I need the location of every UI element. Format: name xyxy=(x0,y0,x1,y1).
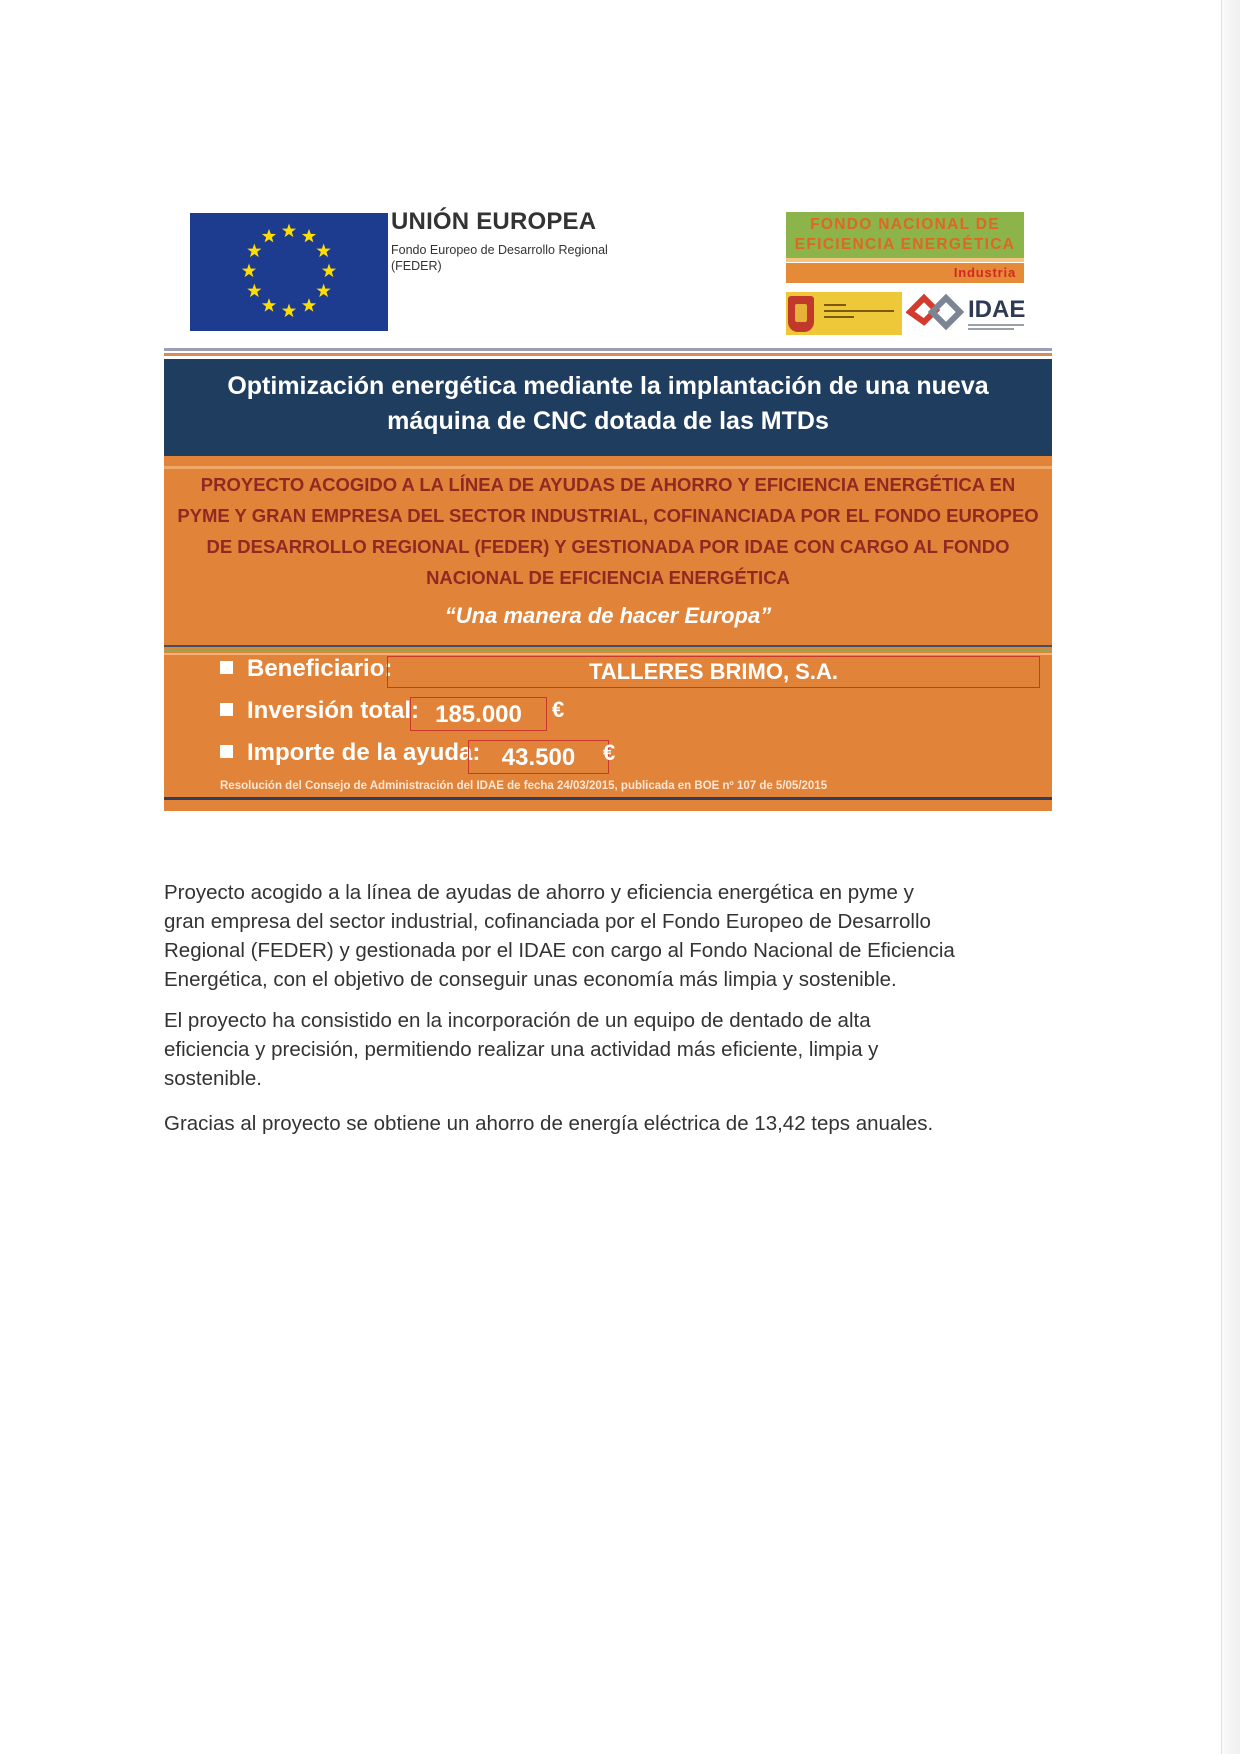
paragraph-2-line1: El proyecto ha consistido en la incorporación de un equipo de dentado de alta xyxy=(164,1009,871,1032)
investment-label-row xyxy=(220,697,419,725)
beneficiary-value: TALLERES BRIMO, S.A. xyxy=(387,656,1040,688)
eu-star-icon xyxy=(302,229,316,243)
idae-logo-icon xyxy=(906,292,964,332)
eu-star-icon xyxy=(317,244,331,258)
eu-star-icon xyxy=(242,264,256,278)
paragraph-2-line3: sostenible. xyxy=(164,1067,263,1090)
eu-star-icon xyxy=(322,264,336,278)
paragraph-1-line3: Regional (FEDER) y gestionada por el IDAE con cargo al Fondo Nacional de Eficiencia xyxy=(164,939,955,962)
banner-title-line1: Optimización energética mediante la implantación de una nueva xyxy=(227,372,989,400)
banner-top-stripes xyxy=(164,348,1052,358)
resolution-text: Resolución del Consejo de Administración del IDAE de fecha 24/03/2015, publicada en BOE nº 107 de 5/05/2015 xyxy=(220,780,828,792)
fnee-industria: Industria xyxy=(786,263,1024,283)
tagline: “Una manera de hacer Europa” xyxy=(444,603,772,628)
eu-star-icon xyxy=(282,304,296,318)
bullet-icon xyxy=(220,661,233,674)
aid-currency: € xyxy=(603,740,616,765)
paragraph-2-line2: eficiencia y precisión, permitiendo realizar una actividad más eficiente, limpia y xyxy=(164,1038,879,1061)
paragraph-1-line2: gran empresa del sector industrial, cofinanciada por el Fondo Europeo de Desarrollo xyxy=(164,910,931,933)
eu-subtitle-line1: Fondo Europeo de Desarrollo Regional xyxy=(391,243,608,257)
fnee-line1: FONDO NACIONAL DE xyxy=(810,216,1000,233)
fnee-logo xyxy=(786,212,1024,258)
ministry-logo xyxy=(786,292,902,335)
banner-title xyxy=(164,359,1052,456)
aid-value: 43.500 xyxy=(468,740,609,774)
eu-star-icon xyxy=(282,224,296,238)
paragraph-1 xyxy=(164,878,1064,994)
eu-title: UNIÓN EUROPEA xyxy=(391,208,597,235)
paragraph-1-line4: Energética, con el objetivo de conseguir unas economía más limpia y sostenible. xyxy=(164,968,897,991)
investment-label: Inversión total: xyxy=(247,697,420,724)
project-description xyxy=(170,469,1046,593)
bullet-icon xyxy=(220,745,233,758)
eu-flag-logo xyxy=(190,213,388,331)
bullet-icon xyxy=(220,703,233,716)
aid-label: Importe de la ayuda: xyxy=(247,739,481,766)
paragraph-3: Gracias al proyecto se obtiene un ahorro de energía eléctrica de 13,42 teps anuales. xyxy=(164,1112,934,1135)
investment-value: 185.000 xyxy=(410,697,547,731)
scan-edge-shadow xyxy=(1218,0,1240,1754)
project-line4: NACIONAL DE EFICIENCIA ENERGÉTICA xyxy=(426,567,790,588)
eu-star-icon xyxy=(317,284,331,298)
beneficiary-label-row xyxy=(220,655,392,683)
project-line3: DE DESARROLLO REGIONAL (FEDER) Y GESTIONADA POR IDAE CON CARGO AL FONDO xyxy=(206,536,1010,557)
eu-subtitle xyxy=(391,242,631,274)
eu-subtitle-line2: (FEDER) xyxy=(391,259,442,273)
project-line1: PROYECTO ACOGIDO A LA LÍNEA DE AYUDAS DE AHORRO Y EFICIENCIA ENERGÉTICA EN xyxy=(200,474,1016,495)
eu-star-icon xyxy=(262,298,276,312)
fnee-divider xyxy=(786,258,1024,262)
aid-label-row xyxy=(220,739,480,767)
banner-title-line2: máquina de CNC dotada de las MTDs xyxy=(387,407,829,435)
paragraph-2 xyxy=(164,1006,1064,1093)
eu-star-icon xyxy=(247,284,261,298)
fnee-line2: EFICIENCIA ENERGÉTICA xyxy=(794,236,1016,253)
project-line2: PYME Y GRAN EMPRESA DEL SECTOR INDUSTRIAL, COFINANCIADA POR EL FONDO EUROPEO xyxy=(177,505,1039,526)
investment-currency: € xyxy=(552,697,565,722)
paragraph-1-line1: Proyecto acogido a la línea de ayudas de ahorro y eficiencia energética en pyme y xyxy=(164,881,914,904)
eu-star-icon xyxy=(302,298,316,312)
eu-star-icon xyxy=(247,244,261,258)
spain-coat-of-arms-icon xyxy=(788,296,814,332)
eu-star-icon xyxy=(262,229,276,243)
idae-name: IDAE xyxy=(968,296,1026,323)
beneficiary-label: Beneficiario: xyxy=(247,655,393,682)
banner-bottom-line xyxy=(164,797,1052,800)
eu-stars xyxy=(190,213,388,331)
